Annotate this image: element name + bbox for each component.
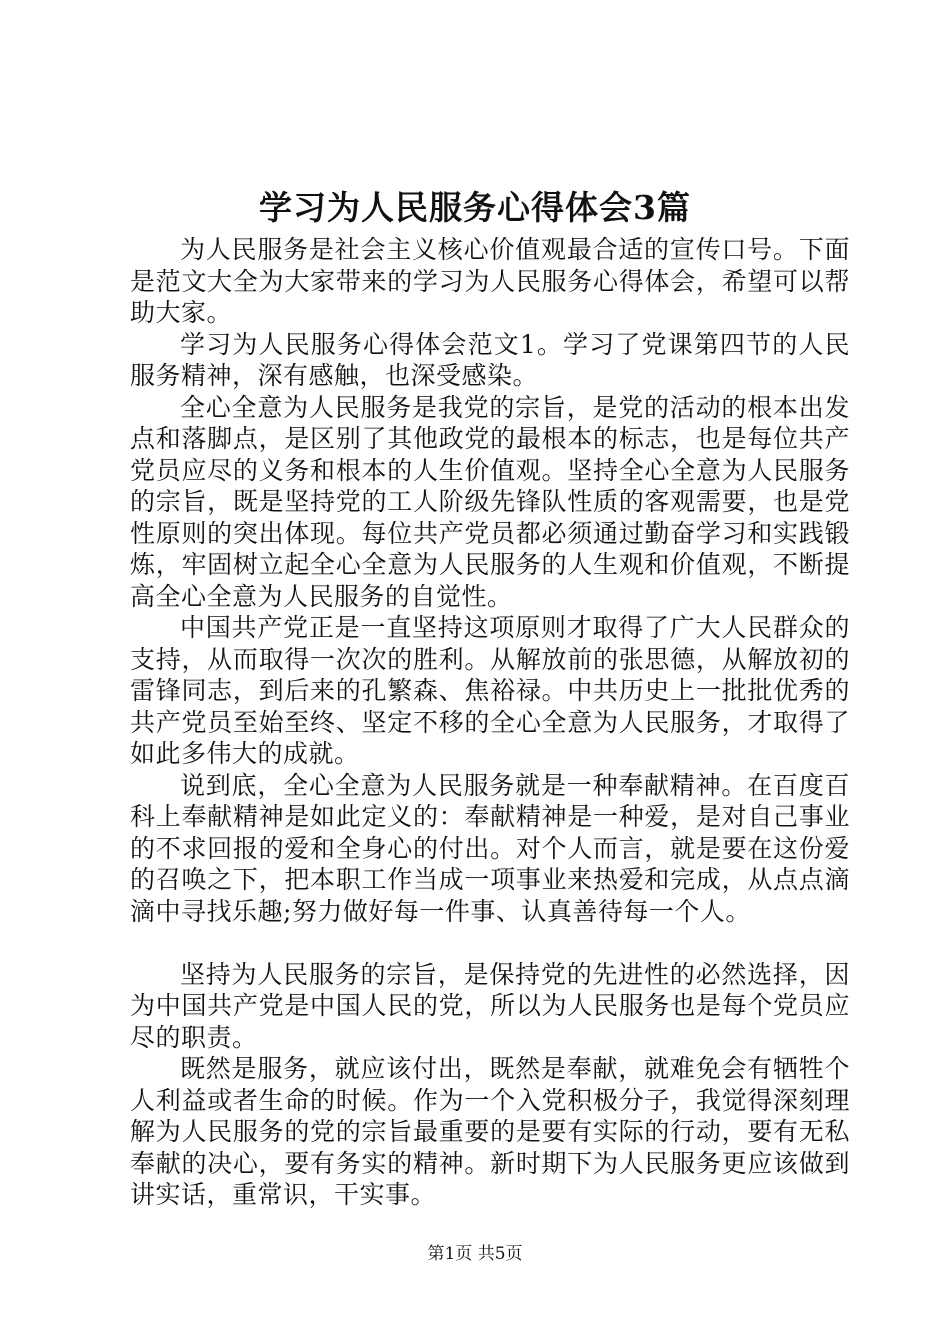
paragraph-dedication: 说到底，全心全意为人民服务就是一种奉献精神。在百度百科上奉献精神是如此定义的：奉献精神是一种爱，是对自己事业的不求回报的爱和全身心的付出。对个人而言，就是要在这份爱的召唤之下，把本职工作当成一项事业来热爱和完成，从点点滴滴中寻找乐趣;努力做好每一件事、认真善待每一个人。 bbox=[130, 770, 850, 926]
document-title: 学习为人民服务心得体会3篇 bbox=[259, 188, 691, 227]
paragraph-advanced-nature: 坚持为人民服务的宗旨，是保持党的先进性的必然选择，因为中国共产党是中国人民的党，所以为人民服务也是每个党员应尽的职责。 bbox=[130, 959, 850, 1052]
paragraph-history: 中国共产党正是一直坚持这项原则才取得了广大人民群众的支持，从而取得一次次的胜利。从解放前的张思德，从解放初的雷锋同志，到后来的孔繁森、焦裕禄。中共历史上一批批优秀的共产党员至始至终、坚定不移的全心全意为人民服务，才取得了如此多伟大的成就。 bbox=[130, 613, 850, 768]
document-body bbox=[130, 234, 850, 1211]
paragraph-party-purpose: 全心全意为人民服务是我党的宗旨，是党的活动的根本出发点和落脚点，是区别了其他政党的最根本的标志，也是每位共产党员应尽的义务和根本的人生价值观。坚持全心全意为人民服务的宗旨，既是坚持党的工人阶级先锋队性质的客观需要，也是党性原则的突出体现。每位共产党员都必须通过勤奋学习和实践锻炼，牢固树立起全心全意为人民服务的人生观和价值观，不断提高全心全意为人民服务的自觉性。 bbox=[130, 392, 850, 611]
paragraph-sacrifice: 既然是服务，就应该付出，既然是奉献，就难免会有牺牲个人利益或者生命的时候。作为一个入党积极分子，我觉得深刻理解为人民服务的党的宗旨最重要的是要有实际的行动，要有无私奉献的决心，要有务实的精神。新时期下为人民服务更应该做到讲实话，重常识，干实事。 bbox=[130, 1054, 850, 1209]
paragraph-sample-1: 学习为人民服务心得体会范文1。学习了党课第四节的人民服务精神，深有感触，也深受感染。 bbox=[130, 329, 850, 390]
page-footer: 第1页 共5页 bbox=[427, 1244, 523, 1264]
paragraph-intro: 为人民服务是社会主义核心价值观最合适的宣传口号。下面是范文大全为大家带来的学习为人民服务心得体会，希望可以帮助大家。 bbox=[130, 235, 850, 327]
paragraph-spacer bbox=[130, 927, 850, 959]
